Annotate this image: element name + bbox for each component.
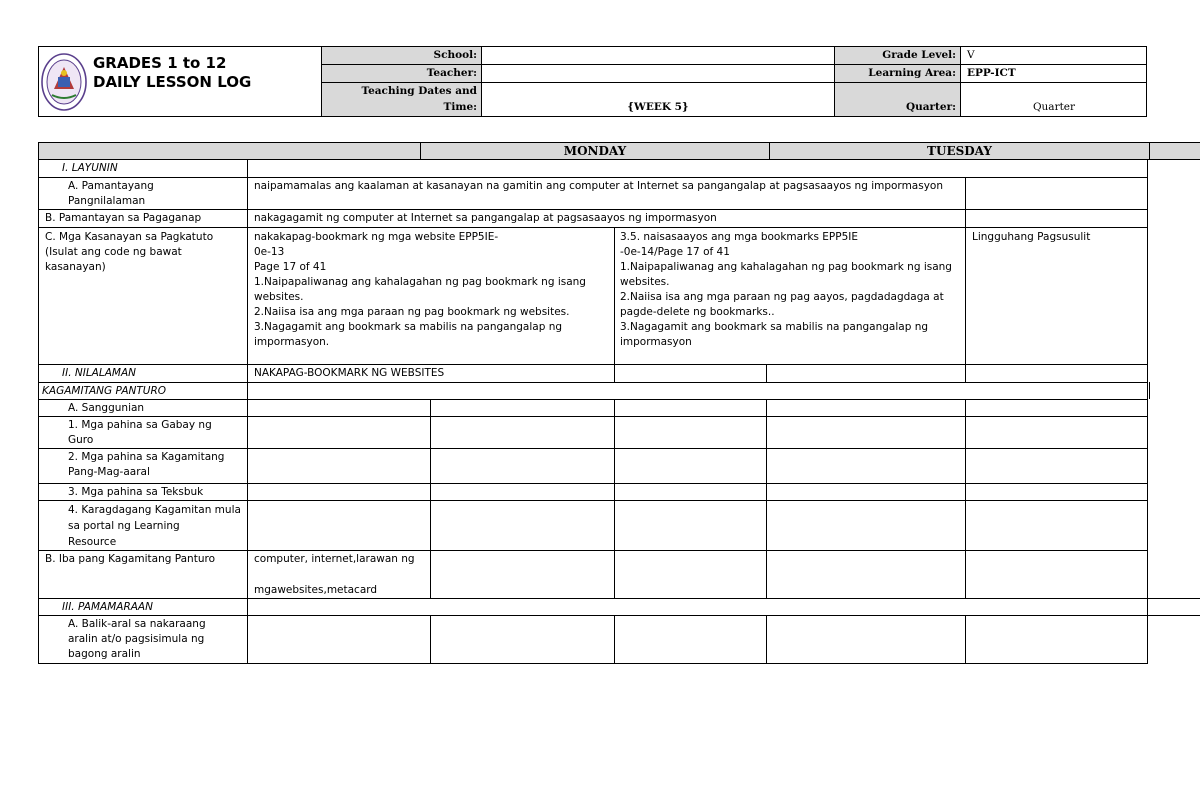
deped-seal-icon [40,49,88,115]
tuesday-kasanayan-line: 3.5. naisasaayos ang mga bookmarks EPP5IE [620,231,858,243]
kasanayan-label-3: kasanayan) [45,261,106,273]
monday-kasanayan-line: impormasyon. [254,336,330,348]
nilalaman-value: NAKAPAG-BOOKMARK NG WEBSITES [254,367,445,379]
kagamitang-pang-label-1: 2. Mga pahina sa Kagamitang [68,451,225,463]
kagamitang-pang-label-2: Pang-Mag-aaral [68,466,150,478]
grade-field[interactable]: V [967,49,975,61]
monday-kasanayan-line: 2.Naiisa isa ang mga paraan ng pag bookmark ng websites. [254,306,570,318]
quarter-label: Quarter: [905,101,956,113]
kagamitang-heading: KAGAMITANG PANTURO [42,385,167,397]
balik-aral-label-2: aralin at/o pagsisimula ng [68,633,205,645]
iba-label: B. Iba pang Kagamitang Panturo [45,553,215,565]
school-label: School: [433,49,477,61]
monday-kasanayan-line: 0e-13 [254,246,285,258]
monday-kasanayan-line: 3.Nagagamit ang bookmark sa mabilis na pangangalap ng [254,321,563,333]
sanggunian-label: A. Sanggunian [68,402,145,414]
wednesday-kasanayan: Lingguhang Pagsusulit [972,231,1091,243]
tuesday-kasanayan-line: -0e-14/Page 17 of 41 [620,246,730,258]
gabay-label-1: 1. Mga pahina sa Gabay ng [68,419,212,431]
pamantayang-label-1: A. Pamantayang [68,180,154,192]
title-line-1: GRADES 1 to 12 [93,54,227,72]
teacher-label: Teacher: [426,67,477,79]
title-line-2: DAILY LESSON LOG [93,73,252,91]
gabay-label-2: Guro [68,434,94,446]
monday-kasanayan-line: 1.Naipapaliwanag ang kahalagahan ng pag bookmark ng isang [254,276,586,288]
pamantayang-label-2: Pangnilalaman [68,195,146,207]
pamamaraan-heading: III. PAMAMARAAN [62,601,153,613]
layunin-heading: I. LAYUNIN [62,162,118,174]
dates-label-line1: Teaching Dates and [361,85,477,97]
monday-kasanayan-line: nakakapag-bookmark ng mga website EPP5IE- [254,231,499,243]
balik-aral-label-3: bagong aralin [68,648,141,660]
tuesday-kasanayan-line: websites. [620,276,670,288]
iba-value-1: computer, internet,larawan ng [254,553,415,565]
tuesday-kasanayan-line: pagde-delete ng bookmarks.. [620,306,775,318]
balik-aral-label-1: A. Balik-aral sa nakaraang [68,618,206,630]
grade-label: Grade Level: [882,49,956,61]
tuesday-kasanayan-line: 1.Naipapaliwanag ang kahalagahan ng pag bookmark ng isang [620,261,952,273]
karagdagang-label-3: Resource [68,536,117,548]
day-monday: MONDAY [563,144,627,158]
tuesday-kasanayan-line: 2.Naiisa isa ang mga paraan ng pag aayos, pagdadagdaga at [620,291,944,303]
nilalaman-heading: II. NILALAMAN [62,367,136,379]
monday-kasanayan-line: websites. [254,291,304,303]
karagdagang-label-2: sa portal ng Learning [68,520,180,532]
teksbuk-label: 3. Mga pahina sa Teksbuk [68,486,204,498]
iba-value-3: mgawebsites,metacard [254,584,378,596]
pagaganap-label: B. Pamantayan sa Pagaganap [45,212,202,224]
monday-kasanayan-line: Page 17 of 41 [254,261,327,273]
dates-label-line2: Time: [443,101,477,113]
quarter-field[interactable]: Quarter [1032,101,1076,113]
day-tuesday: TUESDAY [927,144,992,158]
tuesday-kasanayan-line: 3.Nagagamit ang bookmark sa mabilis na pangangalap ng [620,321,929,333]
kasanayan-label-2: (Isulat ang code ng bawat [45,246,182,258]
tuesday-kasanayan-line: impormasyon [620,336,692,348]
dates-field[interactable]: {WEEK 5} [627,101,689,113]
area-label: Learning Area: [868,67,956,79]
pamantayang-value: naipamamalas ang kaalaman at kasanayan na gamitin ang computer at Internet sa pangangalap at pagsasaayos ng impormasyon [254,180,943,192]
pagaganap-value: nakagagamit ng computer at Internet sa pangangalap at pagsasaayos ng impormasyon [254,212,717,224]
area-field[interactable]: EPP-ICT [967,67,1016,79]
kasanayan-label-1: C. Mga Kasanayan sa Pagkatuto [45,231,214,243]
karagdagang-label-1: 4. Karagdagang Kagamitan mula [68,504,241,516]
